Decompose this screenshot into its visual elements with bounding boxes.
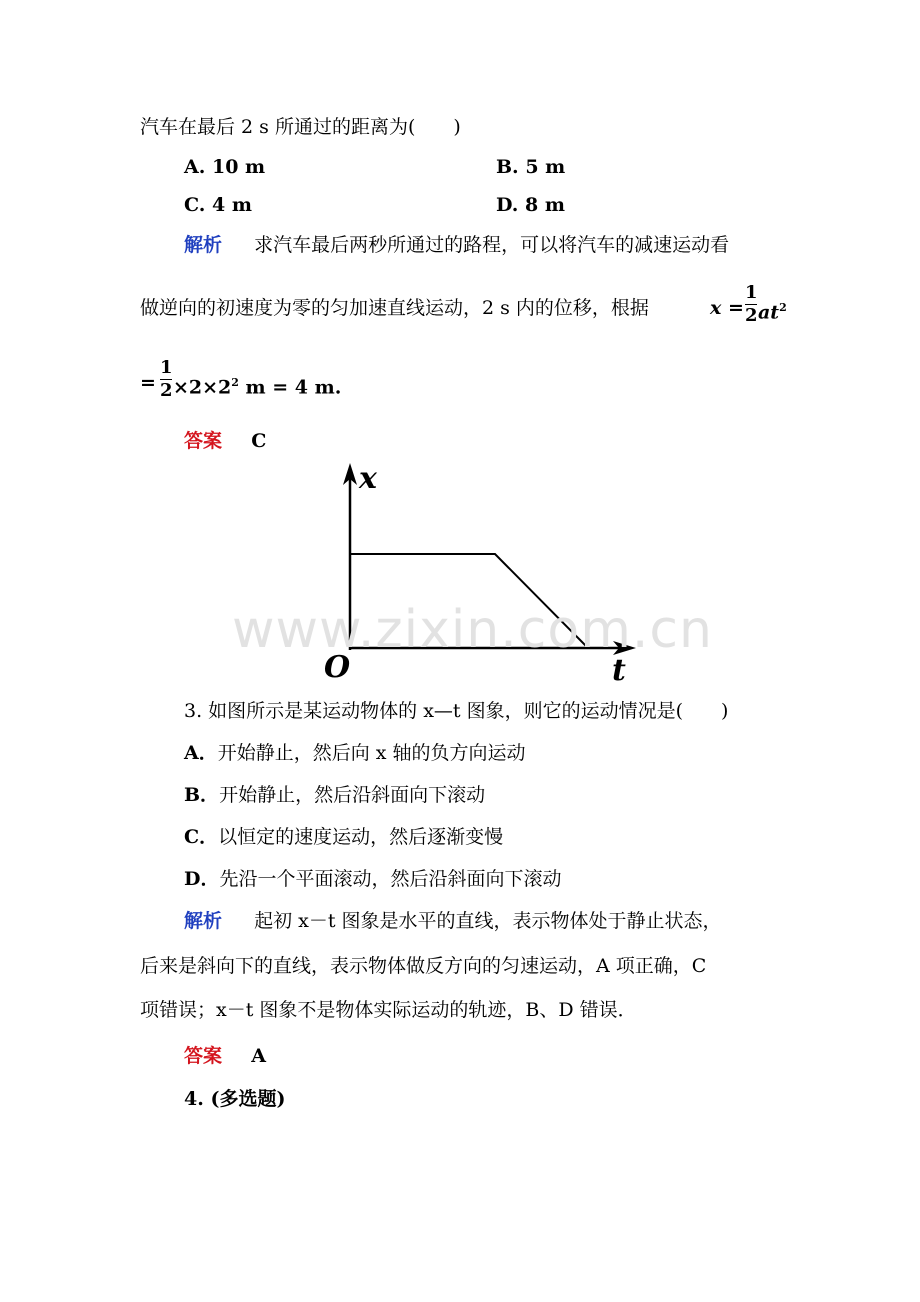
x-axis-label: t (612, 653, 626, 688)
q3-analysis-line1 (184, 908, 722, 934)
answer-value: A (251, 1045, 267, 1067)
formula-text: x = (710, 297, 744, 319)
formula-exponent: 2 (779, 301, 787, 314)
q3-option-text: 开始静止，然后向 x 轴的负方向运动 (217, 742, 526, 764)
q2-option-key: C. (184, 194, 206, 216)
origin-label: O (324, 650, 351, 685)
q2-option-key: A. (184, 156, 206, 178)
watermark: www.zixin.com.cn (232, 600, 713, 660)
formula-text: m = 4 m. (238, 376, 342, 399)
q3-option-key: A． (184, 742, 218, 764)
q2-option-text: 4 m (212, 194, 252, 216)
fraction-denominator: 2 (745, 305, 758, 326)
fraction-denominator: 2 (160, 380, 173, 401)
formula-text: = (140, 372, 156, 394)
q2-analysis-line1 (184, 232, 729, 258)
q3-answer (184, 1043, 266, 1069)
q2-option-c (184, 192, 252, 218)
q2-option-text: 8 m (525, 194, 565, 216)
q2-answer (184, 428, 266, 454)
formula-text: at (758, 301, 780, 324)
q3-analysis-line2: 后来是斜向下的直线，表示物体做反方向的匀速运动，A 项正确，C (140, 955, 707, 977)
analysis-text: 起初 x－t 图象是水平的直线，表示物体处于静止状态， (254, 910, 722, 932)
formula-1-rhs (758, 295, 787, 325)
q3-stem: 3. 如图所示是某运动物体的 x—t 图象，则它的运动情况是( ) (184, 700, 729, 722)
q3-option-key: B． (184, 784, 220, 806)
q2-option-key: D. (496, 194, 519, 216)
answer-value: C (251, 430, 267, 452)
q3-option-text: 先沿一个平面滚动，然后沿斜面向下滚动 (219, 868, 562, 890)
formula-2-eq (140, 370, 156, 396)
fraction-numerator: 1 (160, 357, 173, 378)
q2-option-key: B. (496, 156, 519, 178)
q3-option-text: 开始静止，然后沿斜面向下滚动 (219, 784, 486, 806)
q3-option-a (184, 740, 526, 766)
q3-option-d (184, 866, 562, 892)
q2-option-text: 5 m (525, 156, 566, 178)
formula-exponent: 2 (231, 376, 239, 389)
q3-option-key: D． (184, 868, 220, 890)
q2-option-a (184, 154, 265, 180)
y-axis-label: x (359, 461, 377, 496)
q4-stem: 4. (多选题) (184, 1088, 286, 1110)
q3-option-key: C． (184, 826, 219, 848)
formula-2-fraction (160, 358, 172, 401)
q3-analysis-line3: 项错误；x－t 图象不是物体实际运动的轨迹，B、D 错误． (140, 999, 637, 1021)
analysis-text: 求汽车最后两秒所通过的路程，可以将汽车的减速运动看 (254, 234, 730, 256)
formula-1-fraction (745, 283, 757, 326)
q3-option-text: 以恒定的速度运动，然后逐渐变慢 (218, 826, 504, 848)
q2-analysis-line2 (140, 295, 649, 321)
analysis-text: 做逆向的初速度为零的匀加速直线运动，2 s 内的位移，根据 (140, 297, 649, 319)
answer-label: 答案 (184, 1045, 223, 1067)
q3-option-b (184, 782, 485, 808)
q2-stem: 汽车在最后 2 s 所通过的距离为( ) (140, 116, 461, 138)
q2-option-b (496, 154, 565, 180)
analysis-label: 解析 (184, 910, 223, 932)
formula-1-lhs (710, 295, 744, 321)
answer-label: 答案 (184, 430, 223, 452)
formula-text: ×2×2 (173, 376, 232, 399)
q3-option-c (184, 824, 503, 850)
fraction-numerator: 1 (745, 282, 758, 303)
q2-option-d (496, 192, 565, 218)
formula-2-rhs (173, 370, 341, 400)
q2-option-text: 10 m (211, 156, 266, 178)
analysis-label: 解析 (184, 234, 223, 256)
